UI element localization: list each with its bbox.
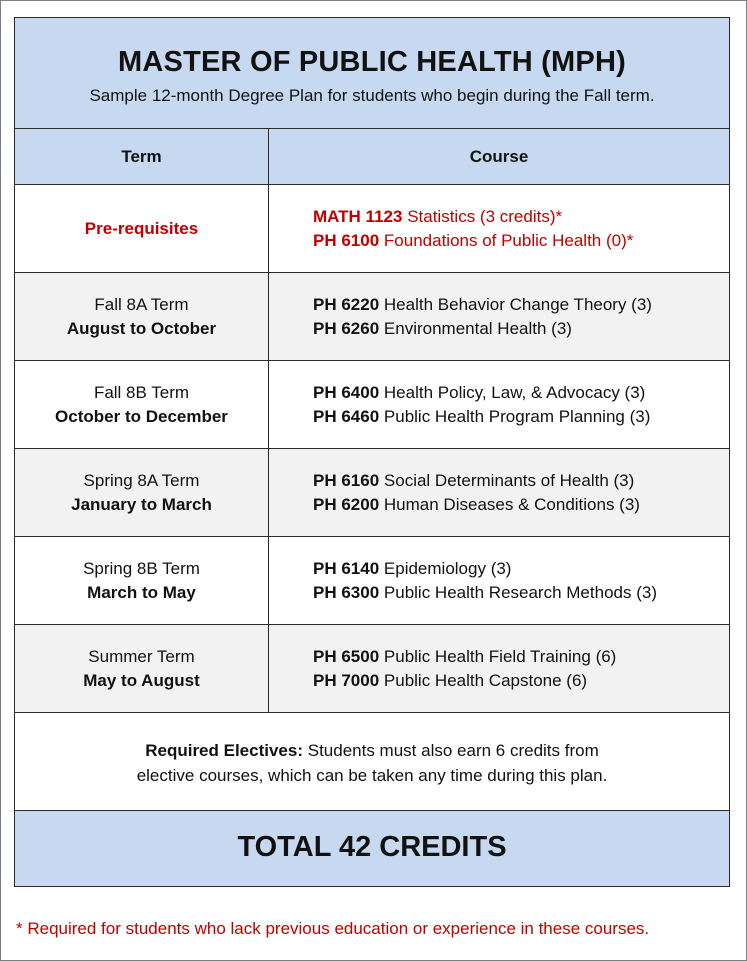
course-cell: [269, 185, 729, 272]
course-code: PH 6200: [313, 494, 380, 514]
course-line: [313, 405, 729, 429]
course-line: [313, 669, 729, 693]
term-name: Fall 8B Term: [93, 382, 190, 402]
course-line: [313, 229, 729, 253]
term-cell: [15, 361, 269, 448]
term-dates: May to August: [83, 670, 200, 690]
required-electives-note: [15, 713, 729, 811]
footnote: * Required for students who lack previous education or experience in these courses.: [16, 919, 650, 938]
term-dates: October to December: [55, 406, 228, 426]
course-cell: [269, 449, 729, 536]
table-row-prerequisites: [15, 185, 729, 273]
term-cell: [15, 537, 269, 624]
course-code: PH 6140: [313, 558, 380, 578]
term-name: Fall 8A Term: [94, 294, 189, 314]
course-title: Human Diseases & Conditions (3): [383, 494, 640, 514]
course-title: Environmental Health (3): [383, 318, 572, 338]
electives-text: Students must also earn 6 credits from: [307, 741, 599, 760]
plan-header: [15, 18, 729, 129]
term-cell: [15, 449, 269, 536]
course-line: [313, 645, 729, 669]
course-code: PH 6400: [313, 382, 380, 402]
table-row-fall-8a: [15, 273, 729, 361]
term-cell: [15, 273, 269, 360]
course-code: PH 6260: [313, 318, 380, 338]
electives-line: [15, 738, 729, 763]
course-code: PH 6160: [313, 470, 380, 490]
electives-label: Required Electives:: [145, 741, 303, 760]
course-title: Social Determinants of Health (3): [383, 470, 635, 490]
course-title: Health Policy, Law, & Advocacy (3): [383, 382, 646, 402]
course-line: [313, 381, 729, 405]
term-dates: March to May: [87, 582, 196, 602]
column-header-row: [15, 129, 729, 185]
term-name: Pre-requisites: [84, 218, 199, 238]
course-line: [313, 469, 729, 493]
electives-line: elective courses, which can be taken any time during this plan.: [136, 766, 608, 785]
course-title: Epidemiology (3): [383, 558, 512, 578]
course-cell: [269, 273, 729, 360]
table-row-spring-8b: [15, 537, 729, 625]
course-line: [313, 205, 729, 229]
course-line: [313, 293, 729, 317]
course-line: [313, 557, 729, 581]
term-dates: January to March: [71, 494, 212, 514]
course-code: PH 6300: [313, 582, 380, 602]
term-dates: August to October: [66, 318, 217, 338]
course-line: [313, 493, 729, 517]
course-title: Public Health Research Methods (3): [383, 582, 657, 602]
total-credits: TOTAL 42 CREDITS: [15, 811, 729, 886]
course-title: Public Health Capstone (6): [383, 670, 588, 690]
course-title: Public Health Field Training (6): [383, 646, 617, 666]
course-code: PH 6100: [313, 230, 380, 250]
term-name: Spring 8B Term: [83, 558, 200, 578]
table-row-spring-8a: [15, 449, 729, 537]
course-cell: [269, 537, 729, 624]
course-code: PH 6460: [313, 406, 380, 426]
table-row-summer: [15, 625, 729, 713]
degree-plan-table: [14, 17, 730, 887]
table-row-fall-8b: [15, 361, 729, 449]
course-title: Health Behavior Change Theory (3): [383, 294, 652, 314]
course-title: Foundations of Public Health (0)*: [383, 230, 634, 250]
course-code: PH 6220: [313, 294, 380, 314]
plan-subtitle: Sample 12-month Degree Plan for students who begin during the Fall term.: [89, 86, 655, 105]
course-cell: [269, 361, 729, 448]
course-title: Public Health Program Planning (3): [383, 406, 651, 426]
course-line: [313, 317, 729, 341]
term-cell: [15, 185, 269, 272]
course-code: MATH 1123: [313, 206, 403, 226]
term-name: Spring 8A Term: [83, 470, 200, 490]
course-column-header: Course: [469, 146, 529, 166]
course-cell: [269, 625, 729, 712]
course-code: PH 7000: [313, 670, 380, 690]
term-column-header: Term: [15, 129, 269, 184]
plan-title: MASTER OF PUBLIC HEALTH (MPH): [118, 46, 626, 78]
term-cell: [15, 625, 269, 712]
course-title: Statistics (3 credits)*: [407, 206, 563, 226]
course-line: [313, 581, 729, 605]
course-code: PH 6500: [313, 646, 380, 666]
term-name: Summer Term: [88, 646, 195, 666]
